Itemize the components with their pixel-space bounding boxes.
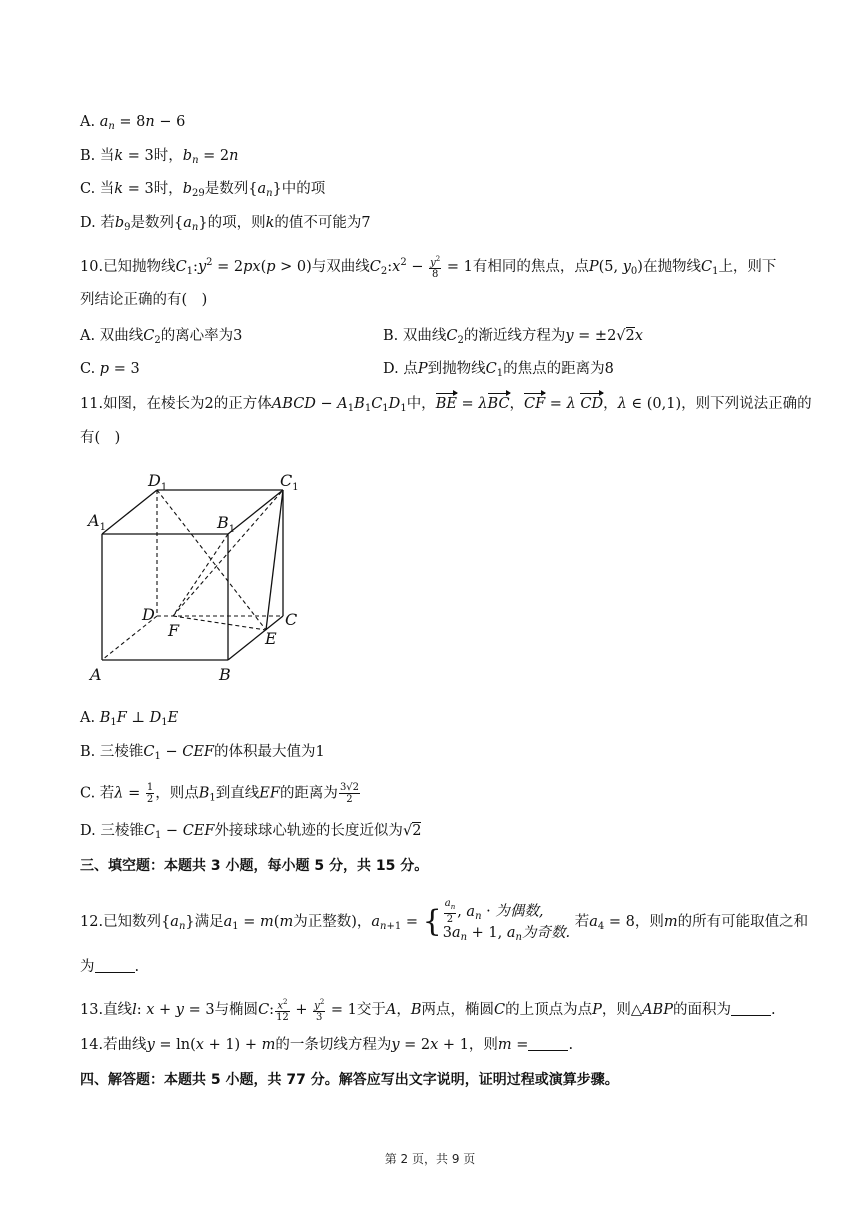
page-footer: 第 2 页，共 9 页: [384, 1152, 476, 1166]
q9-option-b: B. 当k = 3时，$b_n = 2n$: [80, 148, 239, 166]
label-d: D: [142, 605, 155, 624]
q12-stem-line2: 为 .: [80, 959, 140, 975]
q10-stem-line2: 列结论正确的有( ): [80, 292, 208, 308]
q10-option-b: B. 双曲线$C_2$的渐近线方程为y = ±2√2x: [383, 328, 643, 346]
section-3-heading: 三、填空题：本题共 3 小题，每小题 5 分，共 15 分。: [80, 858, 429, 874]
q14-stem: 14.若曲线y = ln(x + 1) + m的一条切线方程为y = 2x + 1，则m = .: [80, 1037, 574, 1053]
label-c1: $C_1$: [280, 471, 299, 493]
q14-answer-blank[interactable]: [528, 1036, 568, 1051]
q11-option-c: C. 若λ = $\frac{1}{2}$ ，则点$B_1$到直线EF的距离为 $\frac{3√2}{2}$: [80, 782, 360, 805]
label-a: A: [90, 665, 102, 684]
label-b1: $B_1$: [217, 513, 236, 535]
q10-option-d: D. 点P到抛物线$C_1$的焦点的距离为8: [383, 361, 614, 379]
cube-figure: [80, 462, 320, 692]
q13-answer-blank[interactable]: [731, 1001, 771, 1016]
label-d1: $D_1$: [148, 471, 168, 493]
label-f: F: [168, 621, 180, 640]
label-a1: $A_1$: [88, 511, 106, 533]
label-e: E: [265, 629, 277, 648]
q13-stem: 13.直线l: x + y = 3与椭圆C: $\frac{x^2}{12}$ + $\frac{y^2}{3}$ = 1交于A，B两点，椭圆C的上顶点为点P，则△ABP的面积为 .: [80, 998, 776, 1024]
q11-stem-line2: 有( ): [80, 430, 121, 446]
q10-option-c: C. p = 3: [80, 361, 140, 377]
q10-stem: 10.已知抛物线$C_1:y^2 = 2px(p > 0)$与双曲线$C_2:x^2$ − $\frac{y^2}{8}$ = 1有相同的焦点，点P(5, $y_0$)在抛物线$C_1$上，则下: [80, 254, 777, 281]
q9-option-c: C. 当k = 3时，$b_{29}$是数列$\{a_n\}$中的项: [80, 181, 326, 199]
q12-answer-blank[interactable]: [95, 958, 135, 973]
q11-option-d: D. 三棱锥$C_1$ − CEF外接球球心轨迹的长度近似为√2: [80, 823, 422, 841]
section-4-heading: 四、解答题：本题共 5 小题，共 77 分。解答应写出文字说明，证明过程或演算步骤。: [80, 1072, 619, 1088]
q11-option-b: B. 三棱锥$C_1$ − CEF的体积最大值为1: [80, 744, 325, 762]
q12-stem: 12.已知数列$\{a_n\}$满足$a_1 = m(m$为正整数)，$a_{n+1}$ = { $\frac{a_n}{2}$ , $a_n$ · 为偶数, $3a_n + 1$, $a_n$为奇数. 若$a_4 = 8$，则m的所有可能取值之和: [80, 898, 809, 943]
q11-option-a: A. $B_1F$ ⊥ $D_1E$: [80, 710, 179, 728]
q10-option-a: A. 双曲线$C_2$的离心率为3: [80, 328, 243, 346]
q9-option-d: D. 若$b_9$是数列$\{a_n\}$的项，则k的值不可能为7: [80, 215, 371, 233]
label-c: C: [285, 610, 298, 629]
q11-stem: 11.如图，在棱长为2的正方体ABCD − $A_1B_1C_1D_1$中，BE = λBC，CF = λ CD，λ ∈ (0,1)，则下列说法正确的: [80, 396, 812, 414]
q9-option-a: A. $a_n = 8n - 6$: [80, 114, 186, 132]
label-b: B: [219, 665, 231, 684]
